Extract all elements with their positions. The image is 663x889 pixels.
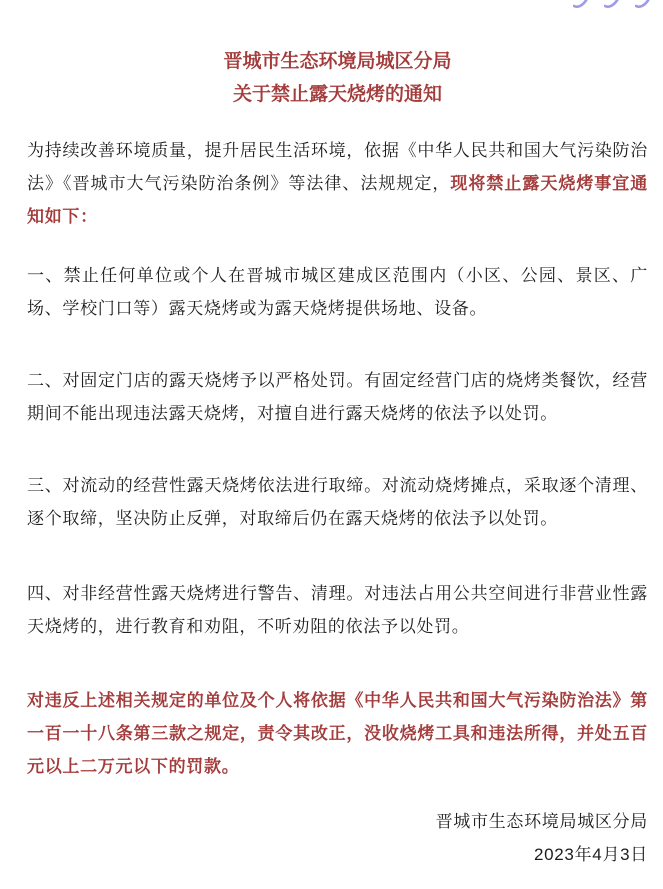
intro-highlight: 现将禁止露天烧烤事宜通知如下： [27, 174, 648, 226]
signature-org: 晋城市生态环境局城区分局 [435, 812, 648, 831]
notice-item-3: 三、对流动的经营性露天烧烤依法进行取缔。对流动烧烤摊点，采取逐个清理、逐个取缔，坚决防止反弹，对取缔后仍在露天烧烤的依法予以处罚。 [27, 476, 648, 528]
signature-block [27, 805, 648, 871]
decoration-swooshes [573, 0, 653, 8]
penalty-paragraph: 对违反上述相关规定的单位及个人将依据《中华人民共和国大气污染防治法》第一百一十八条第三款之规定，责令其改正，没收烧烤工具和违法所得，并处五百元以上二万元以下的罚款。 [27, 691, 648, 776]
notice-title-line1: 晋城市生态环境局城区分局 [223, 51, 452, 72]
swoosh-icon [635, 0, 653, 8]
swoosh-icon [604, 0, 622, 8]
swoosh-icon [573, 0, 591, 8]
notice-item-2: 二、对固定门店的露天烧烤予以严格处罚。有固定经营门店的烧烤类餐饮，经营期间不能出现违法露天烧烤，对擅自进行露天烧烤的依法予以处罚。 [27, 371, 648, 423]
intro-text: 为持续改善环境质量，提升居民生活环境，依据《中华人民共和国大气污染防治法》《晋城市大气污染防治条例》等法律、法规规定， [27, 141, 648, 193]
signature-date: 2023年4月3日 [533, 845, 648, 864]
notice-title [27, 45, 648, 111]
notice-intro [27, 134, 648, 233]
notice-item-1: 一、禁止任何单位或个人在晋城市城区建成区范围内（小区、公园、景区、广场、学校门口等）露天烧烤或为露天烧烤提供场地、设备。 [27, 266, 648, 318]
notice-item-4: 四、对非经营性露天烧烤进行警告、清理。对违法占用公共空间进行非营业性露天烧烤的，进行教育和劝阻，不听劝阻的依法予以处罚。 [27, 584, 648, 636]
notice-title-line2: 关于禁止露天烧烤的通知 [232, 84, 442, 105]
